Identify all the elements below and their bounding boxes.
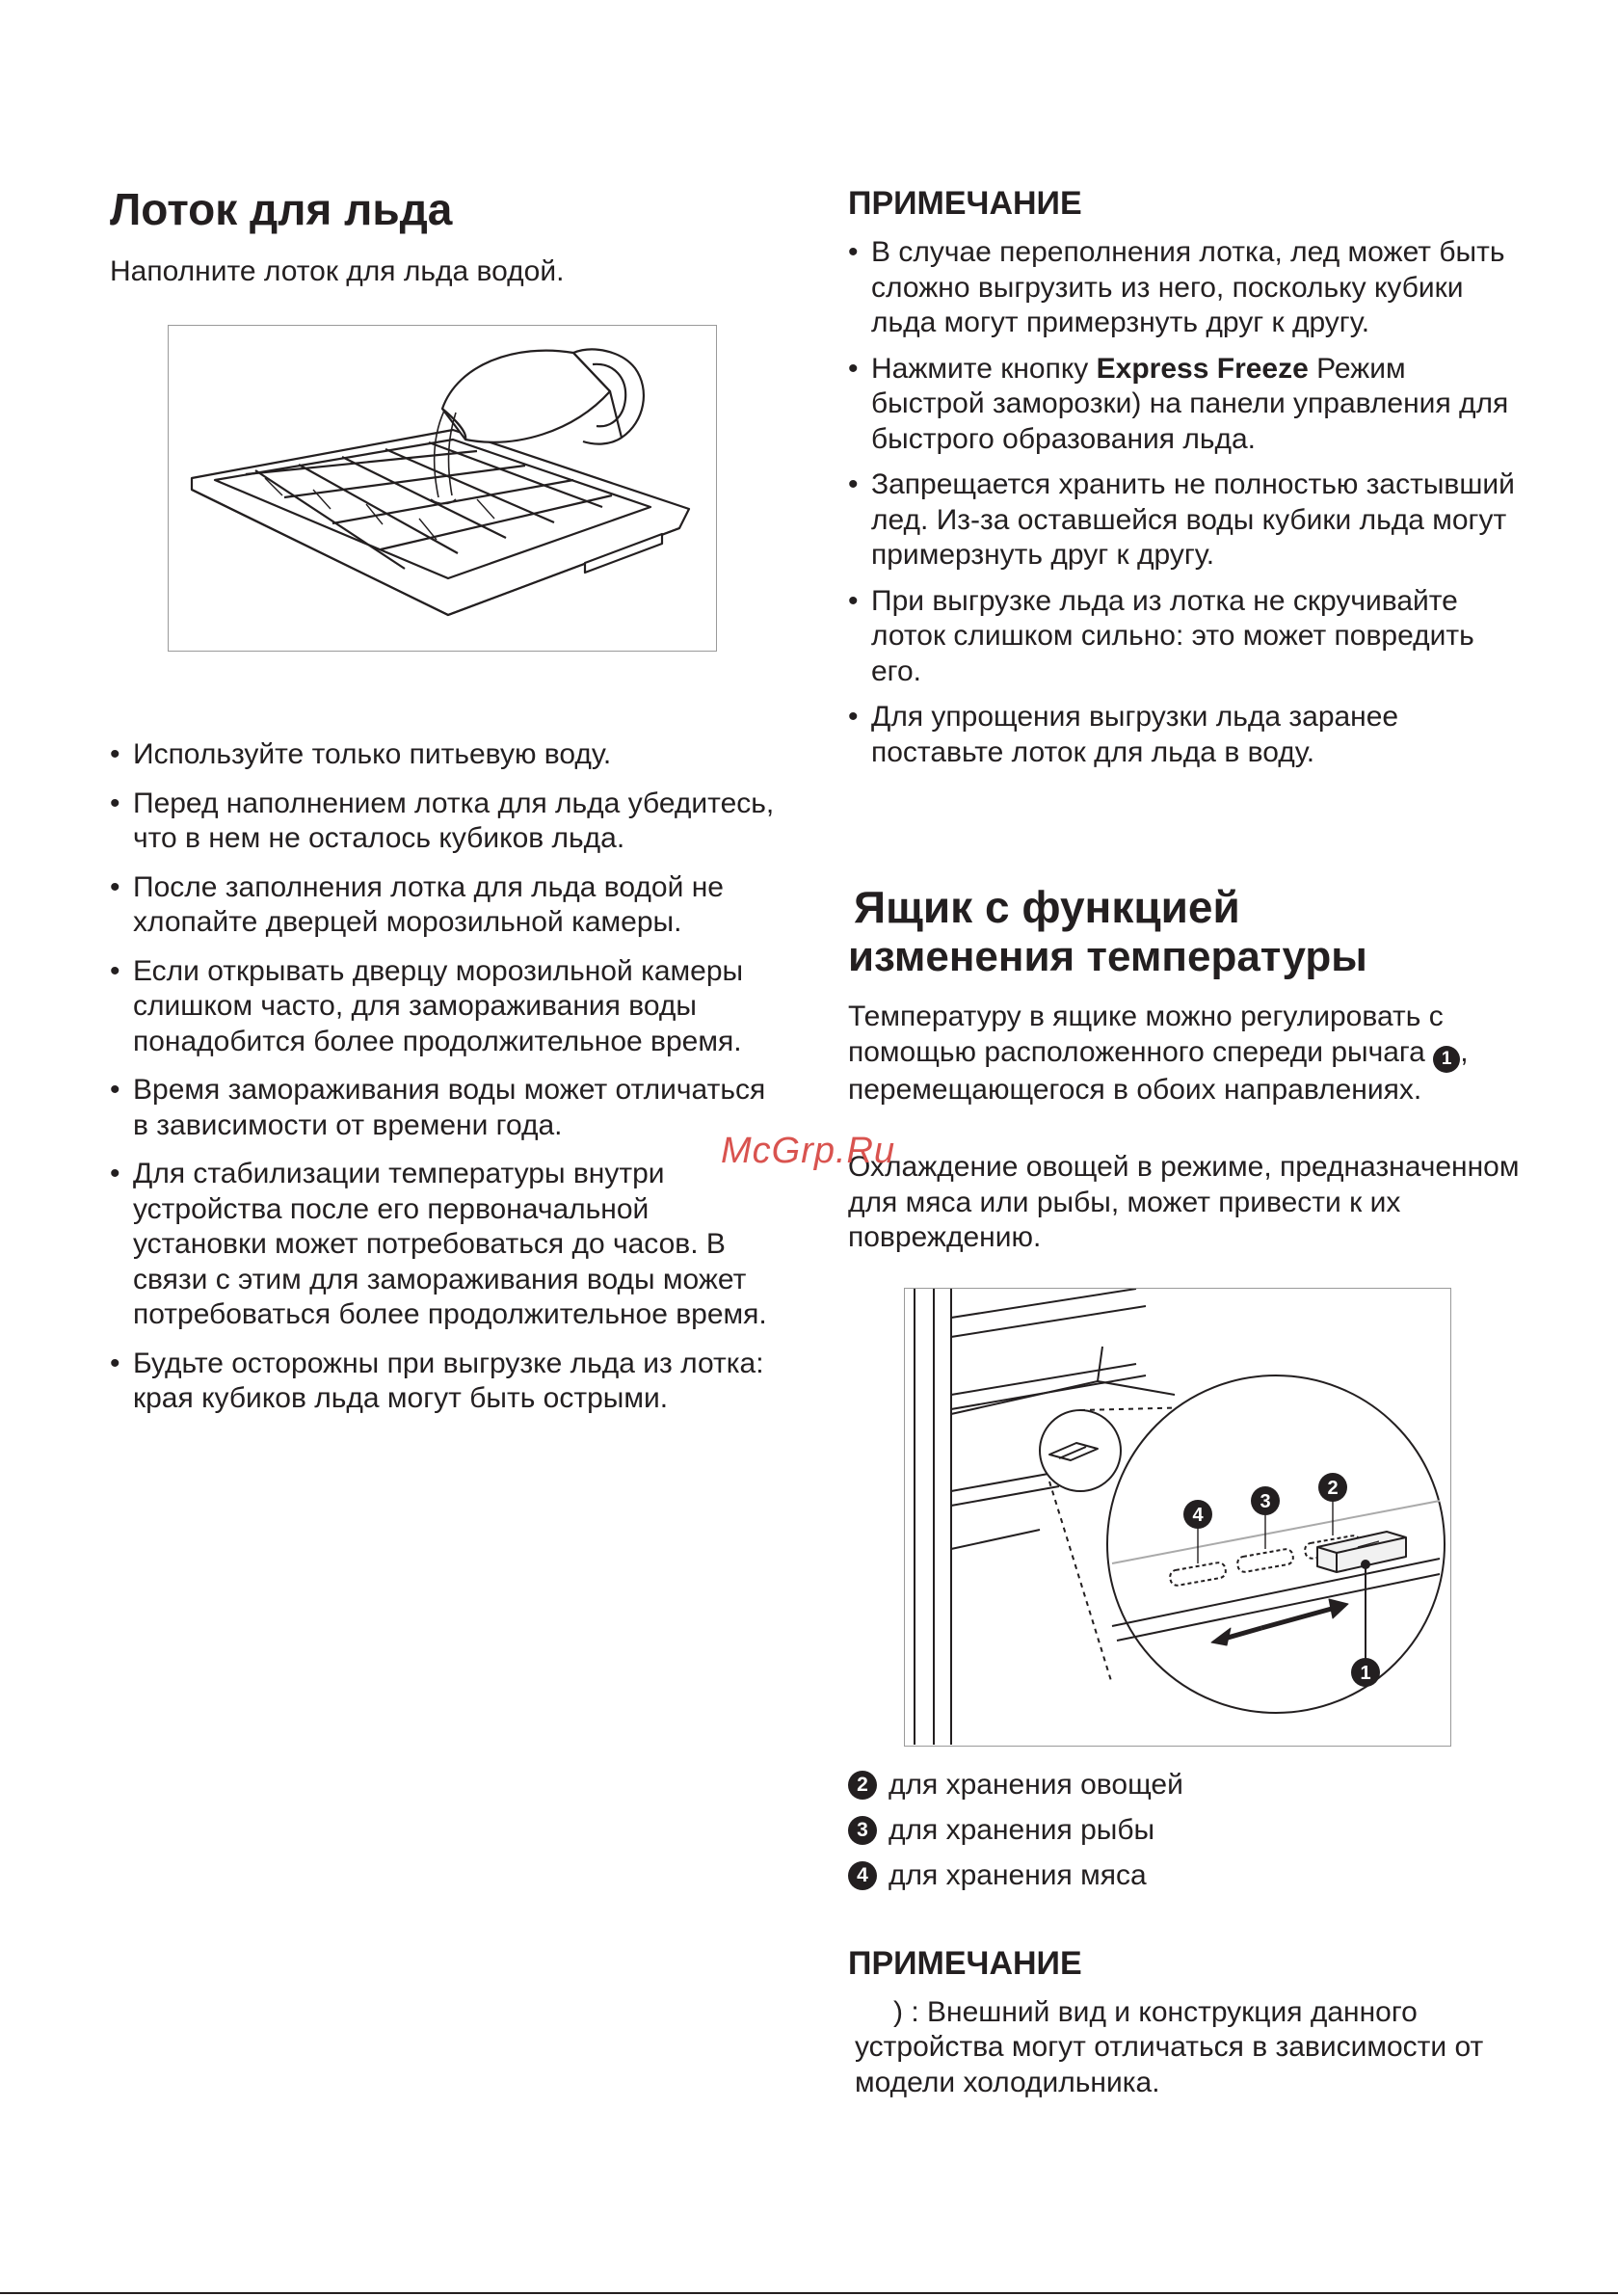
ice-tray-pitcher-drawing (169, 326, 715, 650)
legend-number-icon: 3 (848, 1816, 877, 1845)
note-bullet-list (848, 235, 1523, 770)
drawer-para2: Охлаждение овощей в режиме, предназначенном для мяса или рыбы, может привести к их повреждению. (848, 1151, 1520, 1253)
drawer-lever-illustration (904, 1288, 1451, 1747)
legend-item-fish (848, 1813, 1154, 1848)
list-item: • После заполнения лотка для льда водой не хлопайте дверцей морозильной камеры. (110, 870, 784, 941)
drawer-title-line2: изменения температуры (848, 933, 1367, 980)
note2-text-line1: ) : Внешний вид и конструкция данного (893, 1996, 1418, 2028)
ice-tray-bullet-list (110, 737, 784, 1417)
list-item: • Если открывать дверцу морозильной камеры слишком часто, для замораживания воды понадобится более продолжительное время. (110, 954, 784, 1060)
list-item: • При выгрузке льда из лотка не скручивайте лоток слишком сильно: это может повредить его. (848, 584, 1523, 690)
lever-number-icon: 1 (1433, 1046, 1460, 1073)
watermark: McGrp.Ru (721, 1131, 896, 1171)
lever-label: 1 (1360, 1663, 1371, 1684)
drawer-text: , перемещающегося в обоих направлениях. (848, 1035, 1469, 1106)
legend-number-icon: 2 (848, 1771, 877, 1800)
note-heading: ПРИМЕЧАНИЕ (848, 185, 1082, 222)
list-item: • Используйте только питьевую воду. (110, 737, 784, 773)
position-3-label: 3 (1260, 1491, 1271, 1512)
legend-text: для хранения мяса (889, 1859, 1147, 1891)
express-freeze-label: Express Freeze (1096, 352, 1309, 385)
drawer-title-line1: Ящик с функцией (854, 882, 1240, 932)
ice-tray-title: Лоток для льда (110, 184, 453, 234)
note2-heading: ПРИМЕЧАНИЕ (848, 1945, 1082, 1982)
drawer-text: Температуру в ящике можно регулировать с помощью расположенного спереди рычага (848, 1001, 1444, 1068)
list-item: • Перед наполнением лотка для льда убедитесь, что в нем не осталось кубиков льда. (110, 787, 784, 857)
note-text: Режим быстрой заморозки) на панели управления для быстрого образования льда. (871, 352, 1509, 455)
position-2-label: 2 (1327, 1478, 1339, 1499)
legend-text: для хранения овощей (889, 1769, 1183, 1801)
list-item: • Для стабилизации температуры внутри устройства после его первоначальной установки может потребоваться до часов. В связи с этим для замораживания воды может потребоваться более продолжительное время. (110, 1157, 784, 1333)
drawer-para1 (848, 1000, 1523, 1108)
list-item: • В случае переполнения лотка, лед может быть сложно выгрузить из него, поскольку кубики льда могут примерзнуть друг к другу. (848, 235, 1523, 341)
ice-tray-illustration (168, 325, 717, 652)
ice-tray-intro: Наполните лоток для льда водой. (110, 255, 565, 287)
list-item: • Время замораживания воды может отличаться в зависимости от времени года. (110, 1073, 784, 1143)
position-4-label: 4 (1192, 1505, 1204, 1526)
list-item: • Запрещается хранить не полностью застывший лед. Из-за оставшейся воды кубики льда могут примерзнуть друг к другу. (848, 467, 1523, 574)
drawer-lever-drawing (905, 1289, 1449, 1745)
legend-number-icon: 4 (848, 1861, 877, 1890)
note-text: Нажмите кнопку (871, 352, 1097, 385)
list-item: • Для упрощения выгрузки льда заранее поставьте лоток для льда в воду. (848, 700, 1523, 770)
legend-item-meat (848, 1858, 1147, 1893)
note2-text: устройства могут отличаться в зависимости от модели холодильника. (855, 2031, 1484, 2098)
legend-item-vegetables (848, 1768, 1183, 1802)
list-item (848, 352, 1523, 458)
legend-text: для хранения рыбы (889, 1814, 1155, 1846)
bottom-divider (0, 2292, 1618, 2294)
list-item: • Будьте осторожны при выгрузке льда из лотка: края кубиков льда могут быть острыми. (110, 1347, 784, 1417)
